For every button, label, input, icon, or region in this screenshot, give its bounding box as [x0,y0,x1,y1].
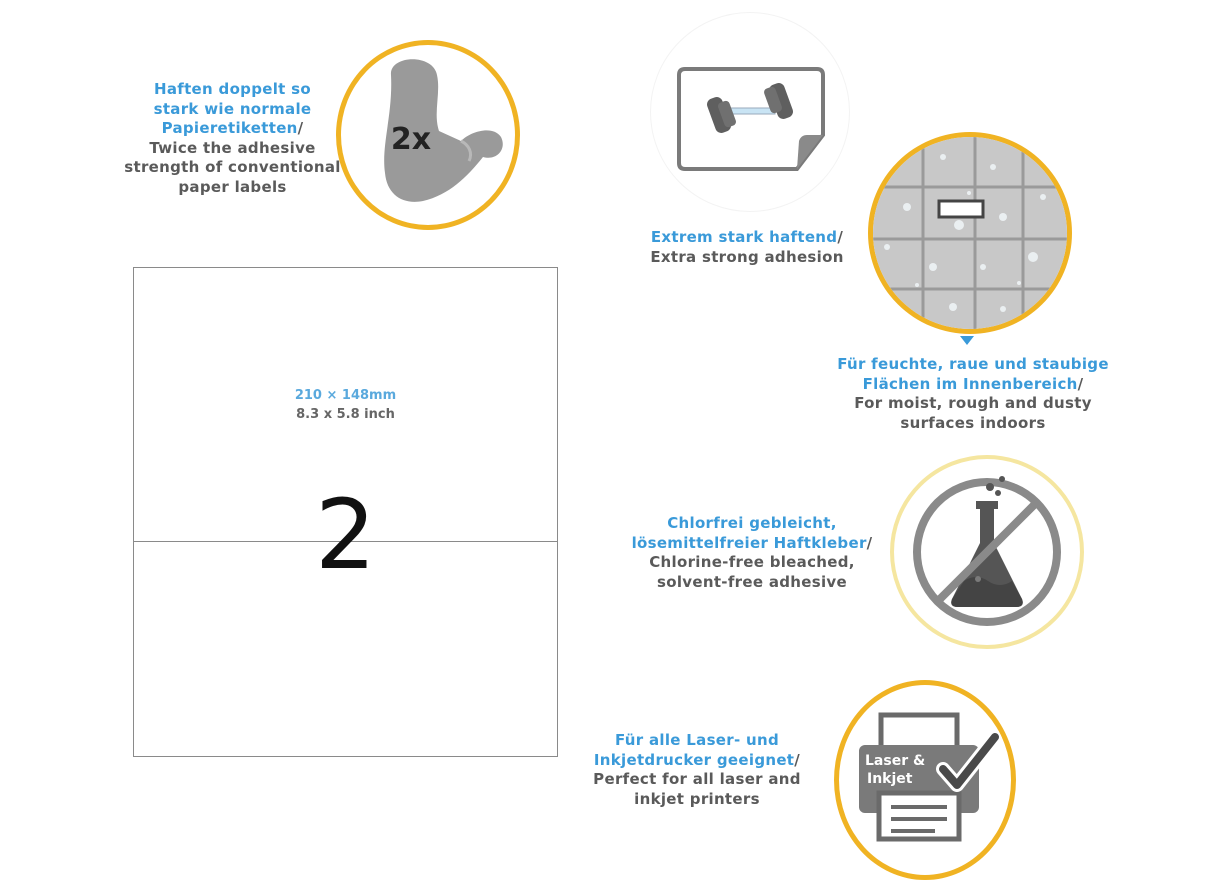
moist-surfaces-de-line-1: Für feuchte, raue und staubige [837,355,1109,373]
printer-check-icon [834,680,1016,880]
double-adhesion-en-line-3: paper labels [178,177,287,196]
printers-text [582,731,812,809]
label-size-inch: 8.3 x 5.8 inch [296,407,395,422]
label-size-mm: 210 × 148mm [294,388,397,403]
chlorine-free-de-line-2: lösemittelfreier Haftkleber [631,533,867,552]
moist-surfaces-en-line-2: surfaces indoors [900,413,1046,432]
extra-strong-de: Extrem stark haftend [650,228,838,246]
moist-surfaces-en-line-1: For moist, rough and dusty [854,394,1092,412]
printers-en-line-1: Perfect for all laser and [593,770,801,788]
printers-slash: / [794,750,801,769]
double-adhesion-de-line-3: Papieretiketten [161,119,298,137]
no-chemicals-icon [890,455,1084,649]
moist-surfaces-text [820,355,1126,433]
pointer-triangle-icon [960,336,974,346]
double-adhesion-en-line-1: Twice the adhesive [149,138,316,157]
chlorine-free-slash: / [866,533,873,552]
double-adhesion-de-line-1: Haften doppelt so [153,80,311,98]
label-sheet-preview [133,267,558,757]
extra-strong-en: Extra strong adhesion [650,247,844,266]
chlorine-free-de-line-1: Chlorfrei gebleicht, [667,514,837,532]
chlorine-free-en-line-2: solvent-free adhesive [657,572,847,591]
wet-tile-icon [868,132,1072,334]
printers-de-line-2: Inkjetdrucker geeignet [593,750,795,769]
strong-arm-icon [336,40,520,230]
extra-strong-slash: / [837,228,844,246]
moist-surfaces-slash: / [1077,374,1084,393]
double-adhesion-slash: / [297,119,304,137]
double-adhesion-text [110,80,355,197]
printer-badge-line-1: Laser & [865,753,926,769]
printer-badge-line-2: Inkjet [867,771,913,787]
double-adhesion-badge: 2x [390,122,432,157]
chlorine-free-en-line-1: Chlorine-free bleached, [649,553,855,571]
double-adhesion-en-line-2: strength of conventional [124,158,341,176]
dumbbell-label-icon [650,12,850,212]
chlorine-free-text [614,514,890,592]
double-adhesion-de-line-2: stark wie normale [153,99,312,118]
labels-per-sheet: 2 [314,479,377,591]
printers-de-line-1: Für alle Laser- und [614,731,780,749]
extra-strong-text [612,228,882,267]
printers-en-line-2: inkjet printers [634,789,760,808]
moist-surfaces-de-line-2: Flächen im Innenbereich [862,374,1078,393]
